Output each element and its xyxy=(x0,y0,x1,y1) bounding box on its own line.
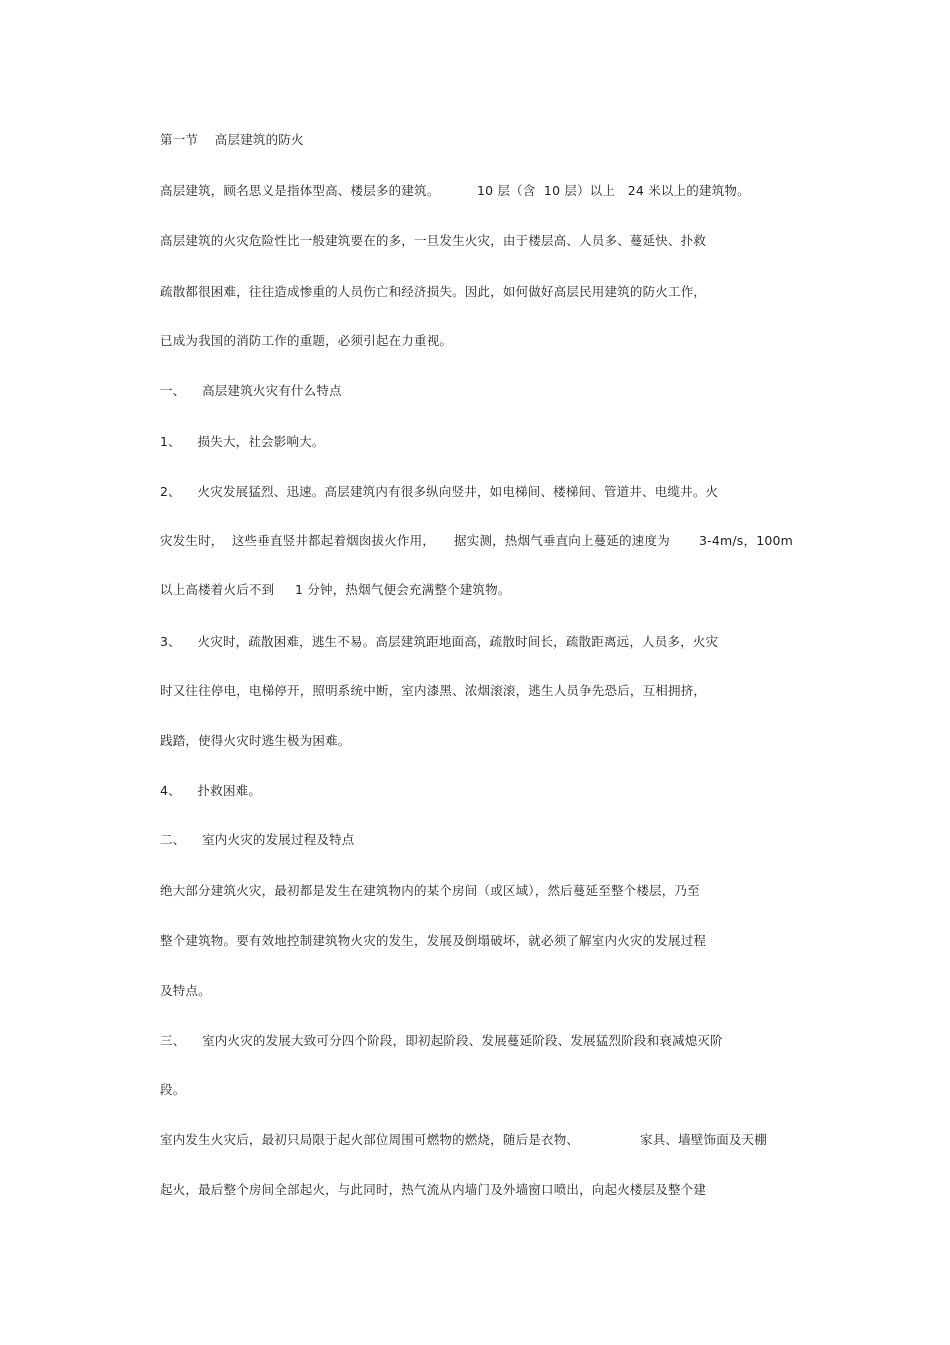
item-4: 4、 扑救困难。 xyxy=(160,783,262,798)
heading-1: 一、 高层建筑火灾有什么特点 xyxy=(160,383,342,398)
heading-2: 二、 室内火灾的发展过程及特点 xyxy=(160,832,355,847)
item-2-line-2-part-b: 据实测，热烟气垂直向上蔓延的速度为 xyxy=(454,533,670,548)
intro-line-1-height-criteria: 10 层（含 10 层）以上 24 米以上的建筑物。 xyxy=(477,183,750,198)
para-3-line-1-part-b: 家具、墙壁饰面及天棚 xyxy=(640,1132,768,1147)
item-3-line-2: 时又往往停电，电梯停开，照明系统中断，室内漆黑、浓烟滚滚，逃生人员争先恐后，互相拥挤， xyxy=(160,683,707,698)
intro-line-3: 疏散都很困难，往往造成惨重的人员伤亡和经济损失。因此，如何做好高层民用建筑的防火工作， xyxy=(160,284,707,299)
intro-line-4: 已成为我国的消防工作的重题，必须引起在力重视。 xyxy=(160,333,453,348)
item-2-line-2-part-a: 灾发生时， 这些垂直竖井都起着烟囱拔火作用， xyxy=(160,533,436,548)
item-3-line-1: 3、 火灾时，疏散困难，逃生不易。高层建筑距地面高，疏散时间长，疏散距离远，人员多，火灾 xyxy=(160,634,719,649)
item-2-line-3-part-a: 以上高楼着火后不到 xyxy=(160,582,275,597)
para-2-line-3: 及特点。 xyxy=(160,983,211,998)
para-3-line-2: 起火，最后整个房间全部起火，与此同时，热气流从内墙门及外墙窗口喷出，向起火楼层及整个建 xyxy=(160,1182,707,1197)
item-2-line-2-part-c: 3-4m/s，100m xyxy=(699,533,794,548)
para-3-line-1-part-a: 室内发生火灾后，最初只局限于起火部位周围可燃物的燃烧，随后是衣物、 xyxy=(160,1132,580,1147)
item-2-line-3-part-b: 1 分钟，热烟气便会充满整个建筑物。 xyxy=(295,582,511,597)
section-title: 第一节 高层建筑的防火 xyxy=(160,132,304,147)
para-2-line-1: 绝大部分建筑火灾，最初都是发生在建筑物内的某个房间（或区域），然后蔓延至整个楼层，乃至 xyxy=(160,883,700,898)
item-1: 1、 损失大，社会影响大。 xyxy=(160,434,325,449)
heading-3-line-1: 三、 室内火灾的发展大致可分四个阶段，即初起阶段、发展蔓延阶段、发展猛烈阶段和衰减熄灭阶 xyxy=(160,1033,723,1048)
intro-line-2: 高层建筑的火灾危险性比一般建筑要在的多，一旦发生火灾，由于楼层高、人员多、蔓延快、扑救 xyxy=(160,233,707,248)
item-2-line-1: 2、 火灾发展猛烈、迅速。高层建筑内有很多纵向竖井，如电梯间、楼梯间、管道井、电缆井。火 xyxy=(160,484,719,499)
para-2-line-2: 整个建筑物。要有效地控制建筑物火灾的发生，发展及倒塌破坏，就必须了解室内火灾的发展过程 xyxy=(160,933,707,948)
heading-3-line-2: 段。 xyxy=(160,1082,186,1097)
item-3-line-3: 践踏，使得火灾时逃生极为困难。 xyxy=(160,733,351,748)
intro-line-1-text: 高层建筑，顾名思义是指体型高、楼层多的建筑。 xyxy=(160,183,440,198)
